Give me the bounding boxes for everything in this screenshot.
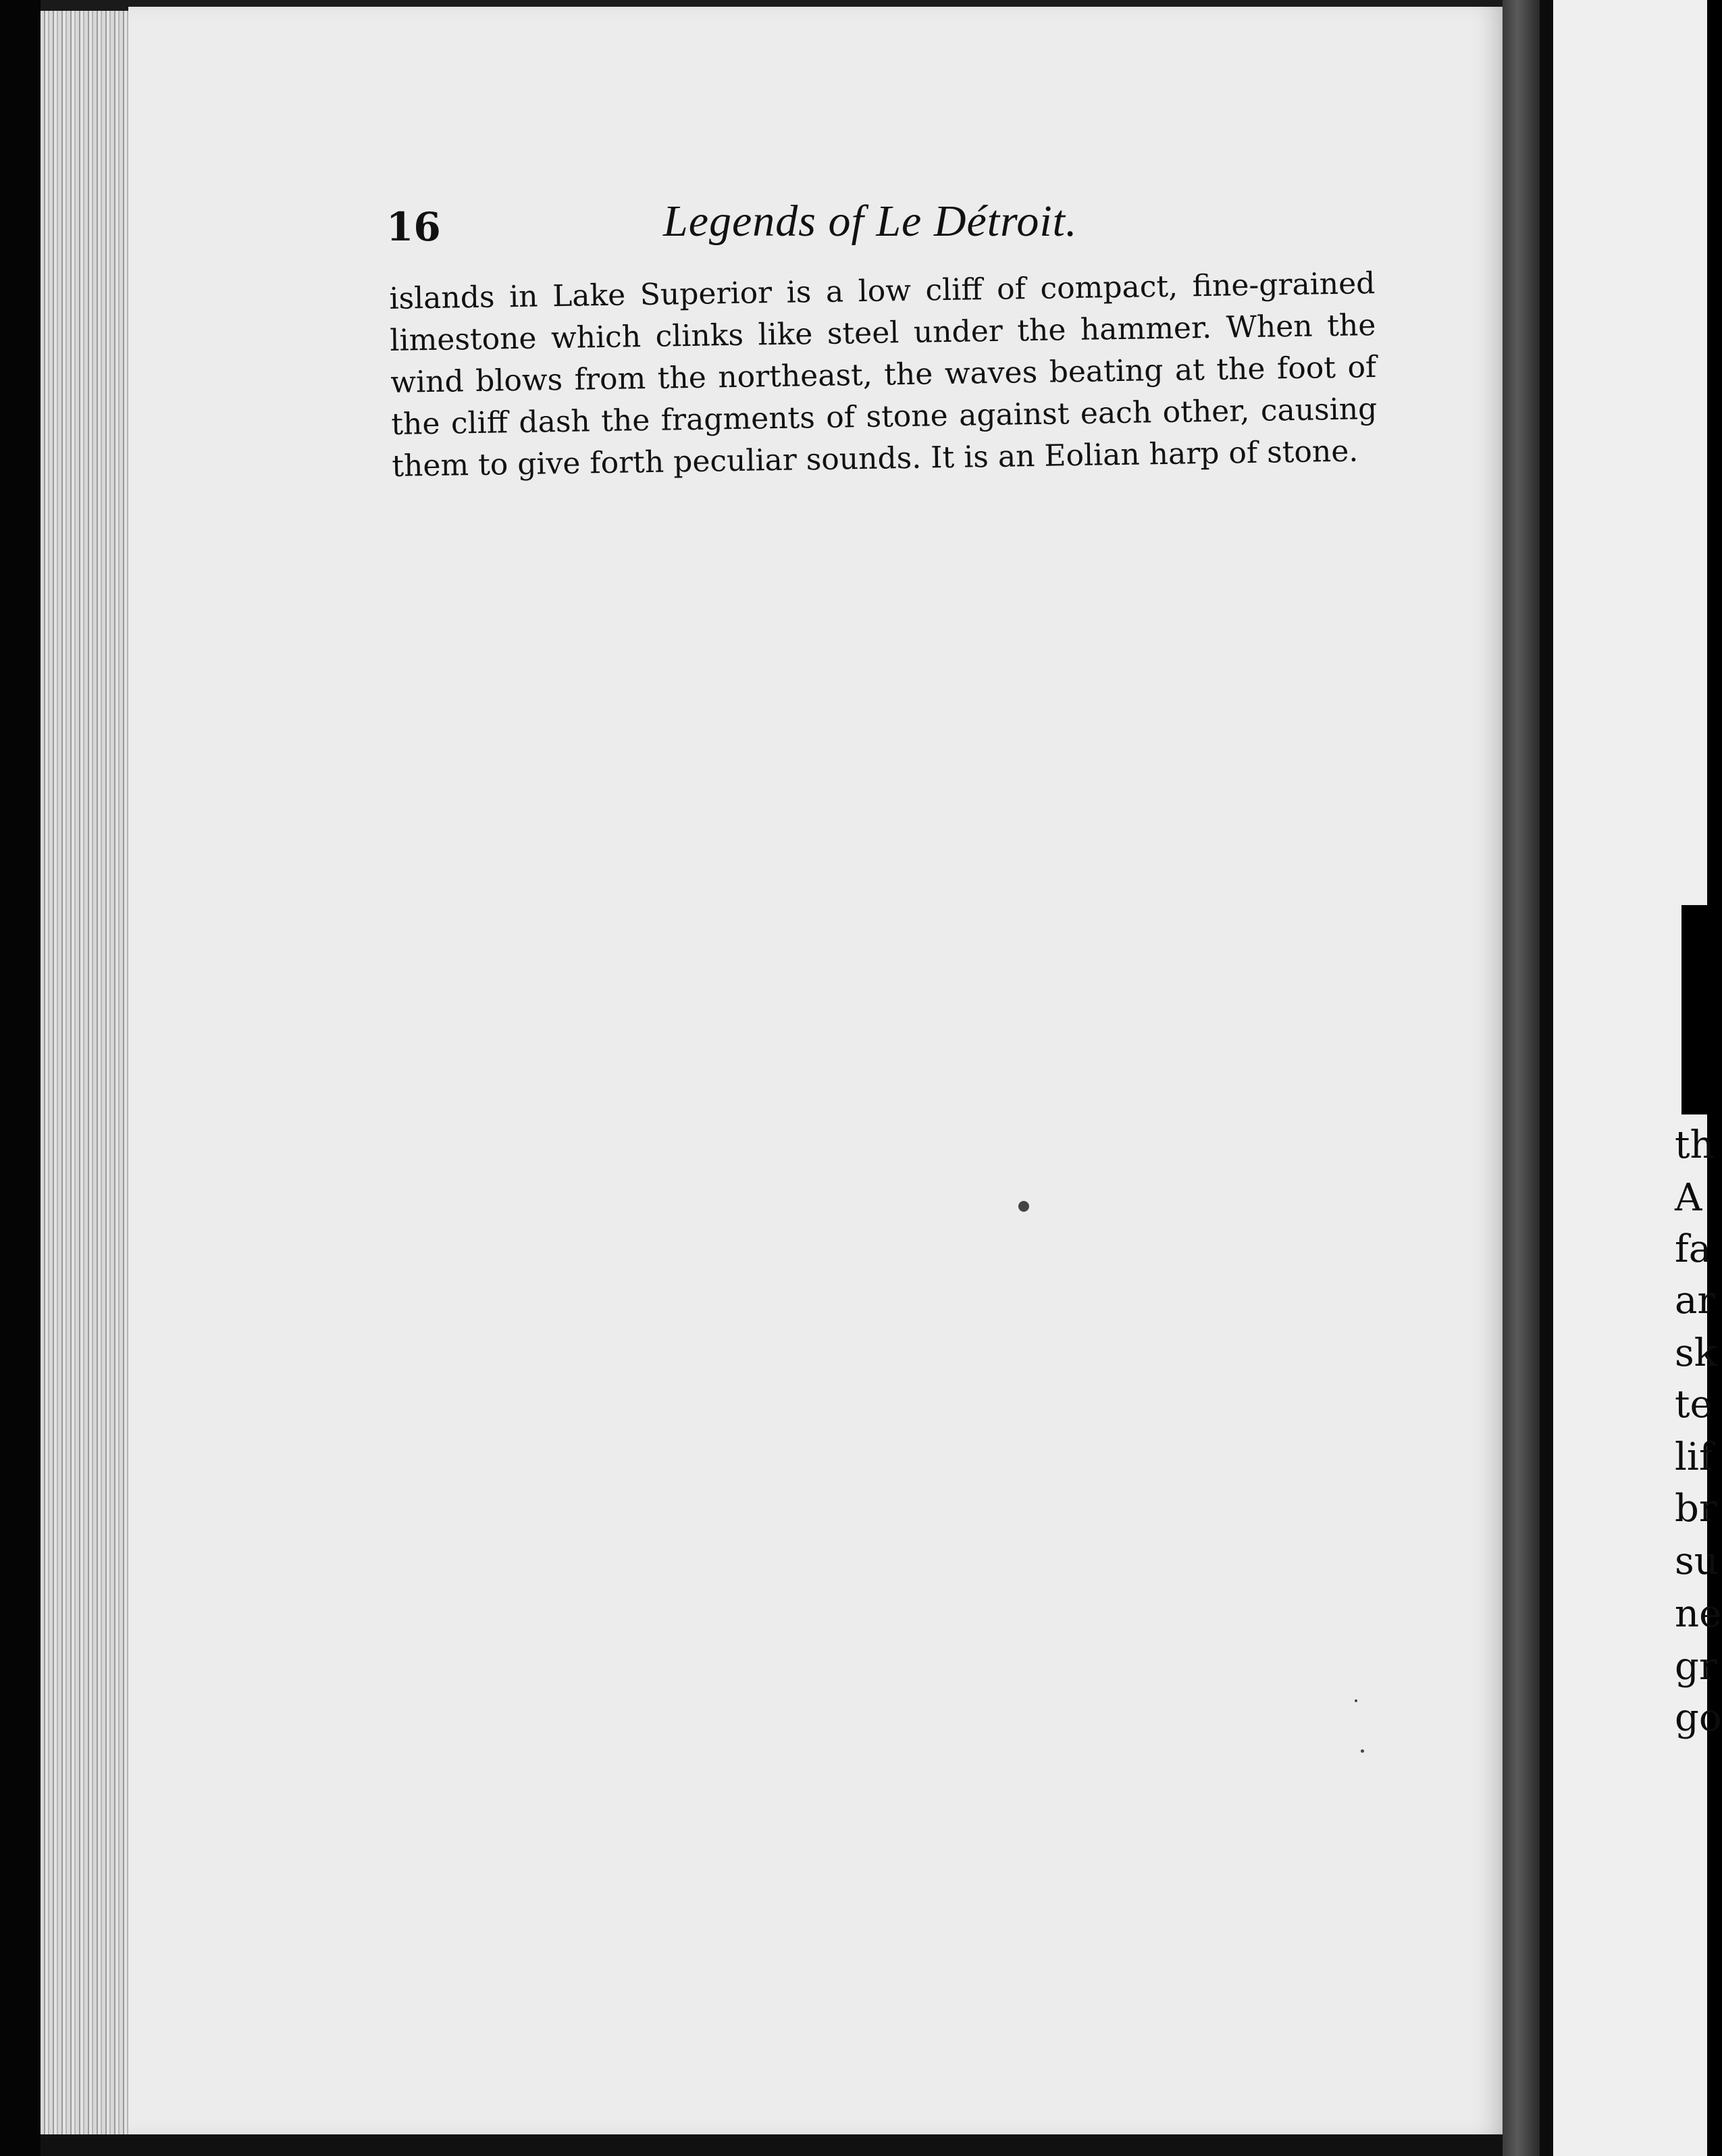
page-edges — [41, 0, 135, 2156]
body-line: them to give forth peculiar sounds. It is an Eolian harp of stone. — [391, 434, 1359, 484]
facing-line-fragment: te — [1675, 1383, 1713, 1427]
body-line: wind blows from the northeast, the waves beating at the foot of — [390, 350, 1377, 400]
facing-page-drop-cap — [1681, 905, 1707, 1114]
facing-line-fragment: lif — [1675, 1435, 1713, 1479]
facing-line-fragment: su — [1675, 1539, 1719, 1583]
running-title: Legends of Le Détroit. — [663, 197, 1078, 246]
facing-line-fragment: A — [1675, 1176, 1702, 1220]
page-number: 16 — [386, 204, 441, 250]
body-line: islands in Lake Superior is a low cliff of compact, fine-grained — [389, 266, 1376, 316]
facing-line-fragment: sk — [1675, 1331, 1717, 1375]
facing-line-fragment: br — [1675, 1487, 1717, 1531]
facing-line-fragment: fa — [1675, 1227, 1712, 1271]
facing-line-fragment: ne — [1675, 1592, 1722, 1636]
facing-line-fragment: go — [1675, 1696, 1722, 1740]
scan-speck — [1018, 1201, 1029, 1212]
body-paragraph — [389, 263, 1378, 488]
body-line: the cliff dash the fragments of stone against each other, causing — [391, 392, 1378, 442]
body-line: limestone which clinks like steel under the hammer. When the — [390, 308, 1376, 358]
facing-line-fragment: gr — [1675, 1645, 1717, 1689]
scan-speck — [1355, 1699, 1357, 1702]
gutter-shadow — [1540, 0, 1553, 2156]
facing-line-fragment: ar — [1675, 1279, 1716, 1323]
facing-line-fragment: th — [1675, 1123, 1715, 1167]
bottom-shadow — [41, 2134, 1513, 2156]
book-gutter — [1503, 0, 1540, 2156]
scan-speck — [1361, 1749, 1364, 1753]
